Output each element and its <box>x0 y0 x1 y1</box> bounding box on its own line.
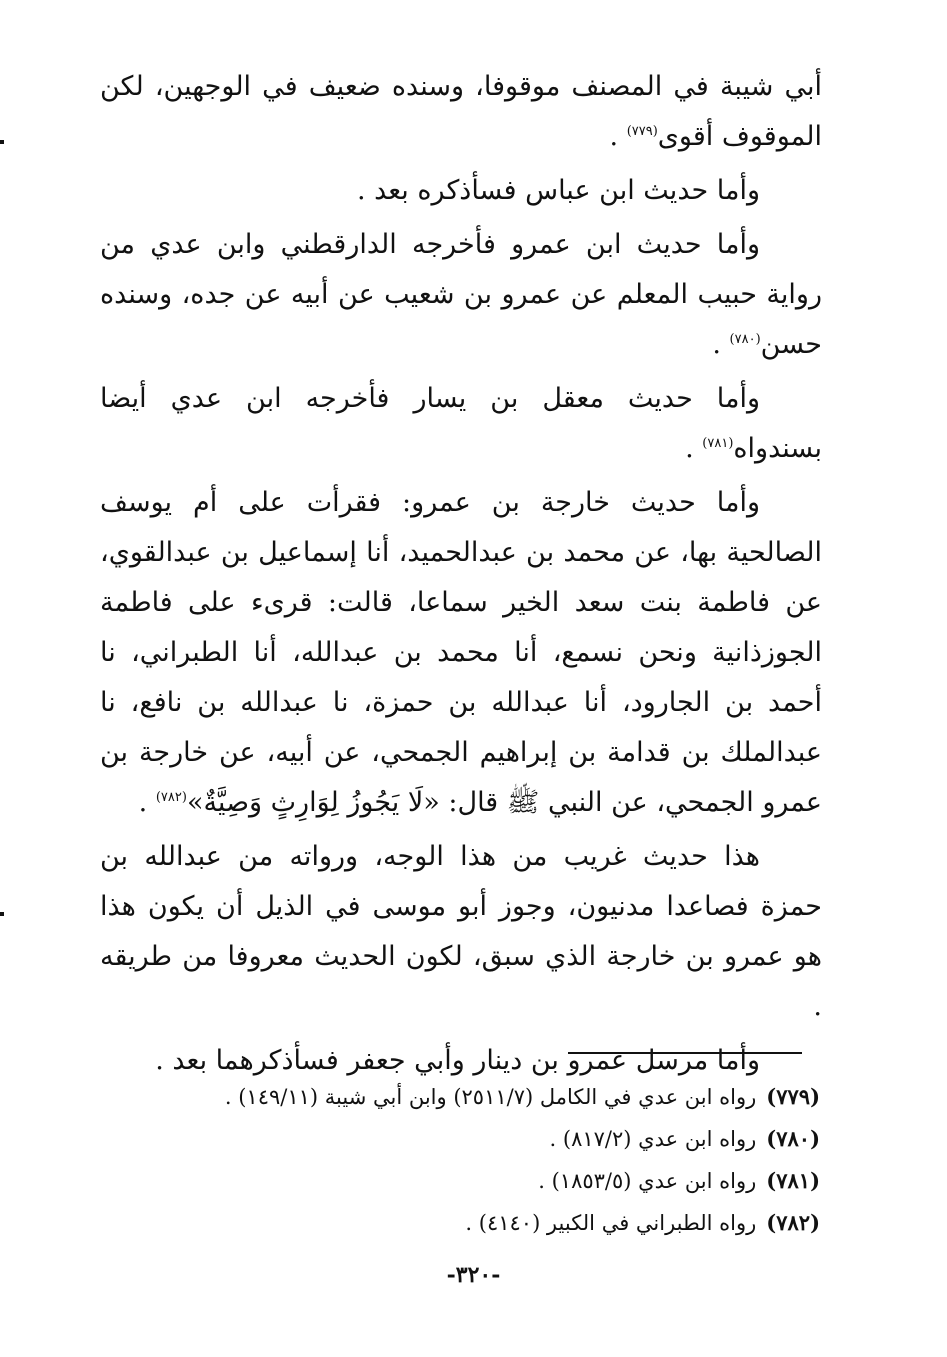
footnote-780 <box>180 1118 820 1160</box>
footnote-divider <box>568 1052 802 1054</box>
footnote-number: (٧٨١) <box>766 1168 820 1193</box>
footnote-ref: (٧٨٠) <box>729 332 761 347</box>
scan-edge-mark <box>0 140 4 144</box>
footnotes <box>180 1076 820 1244</box>
footnote-number: (٧٧٩) <box>766 1084 820 1109</box>
footnote-text: رواه الطبراني في الكبير (٤١٤٠) . <box>465 1211 757 1235</box>
paragraph-1 <box>100 62 822 162</box>
footnote-text: رواه ابن عدي (١٨٥٣/٥) . <box>538 1169 757 1193</box>
page-number: -٣٢٠- <box>446 1262 501 1288</box>
footnote-781 <box>180 1160 820 1202</box>
paragraph-4 <box>100 374 822 474</box>
paragraph-2 <box>100 166 822 216</box>
footnote-782 <box>180 1202 820 1244</box>
paragraph-tail: . <box>712 329 730 360</box>
paragraph-text: وأما حديث معقل بن يسار فأخرجه ابن عدي أيضا بسندواه <box>100 383 822 464</box>
paragraph-6 <box>100 832 822 1032</box>
paragraph-text: وأما مرسل عمرو بن دينار وأبي جعفر فسأذكرهما بعد . <box>155 1045 760 1076</box>
footnote-ref: (٧٧٩) <box>626 124 658 139</box>
footnote-text: رواه ابن عدي (٨١٧/٢) . <box>549 1127 757 1151</box>
paragraph-tail: . <box>685 433 703 464</box>
footnote-ref: (٧٨٢) <box>155 790 187 805</box>
footnote-text: رواه ابن عدي في الكامل (٢٥١١/٧) وابن أبي شيبة (١٤٩/١١) . <box>224 1085 757 1109</box>
paragraph-text: وأما حديث خارجة بن عمرو: فقرأت على أم يوسف الصالحية بها، عن محمد بن عبدالحميد، أنا إسماعيل بن عبدالقوي، عن فاطمة بنت سعد الخير سماعا، قالت: قرىء على فاطمة الجوزذانية ونحن نسمع، أنا محمد بن عبدالله، أنا الطبراني، نا أحمد بن الجارود، أنا عبدالله بن حمزة، نا عبدالله بن نافع، نا عبدالملك بن قدامة بن إبراهيم الجمحي، عن أبيه، عن خارجة بن عمرو الجمحي، عن النبي ﷺ قال: «لَا يَجُوزُ لِوَارِثٍ وَصِيَّةٌ» <box>100 487 822 818</box>
paragraph-tail: . <box>138 787 156 818</box>
paragraph-text: وأما حديث ابن عمرو فأخرجه الدارقطني وابن عدي من رواية حبيب المعلم عن عمرو بن شعيب عن أبيه عن جده، وسنده حسن <box>100 229 822 360</box>
paragraph-text: أبي شيبة في المصنف موقوفا، وسنده ضعيف في الوجهين، لكن الموقوف أقوى <box>100 71 822 152</box>
paragraph-text: هذا حديث غريب من هذا الوجه، ورواته من عبدالله بن حمزة فصاعدا مدنيون، وجوز أبو موسى في الذيل أن يكون هذا هو عمرو بن خارجة الذي سبق، لكون الحديث معروفا من طريقه . <box>100 841 822 1022</box>
paragraph-text: وأما حديث ابن عباس فسأذكره بعد . <box>356 175 760 206</box>
footnote-ref: (٧٨١) <box>702 436 734 451</box>
footnote-number: (٧٨٢) <box>766 1210 820 1235</box>
paragraph-tail: . <box>609 121 627 152</box>
footnote-779 <box>180 1076 820 1118</box>
scan-edge-mark <box>0 912 4 916</box>
paragraph-3 <box>100 220 822 370</box>
paragraph-5 <box>100 478 822 828</box>
main-text <box>100 62 822 1086</box>
footnote-number: (٧٨٠) <box>766 1126 820 1151</box>
